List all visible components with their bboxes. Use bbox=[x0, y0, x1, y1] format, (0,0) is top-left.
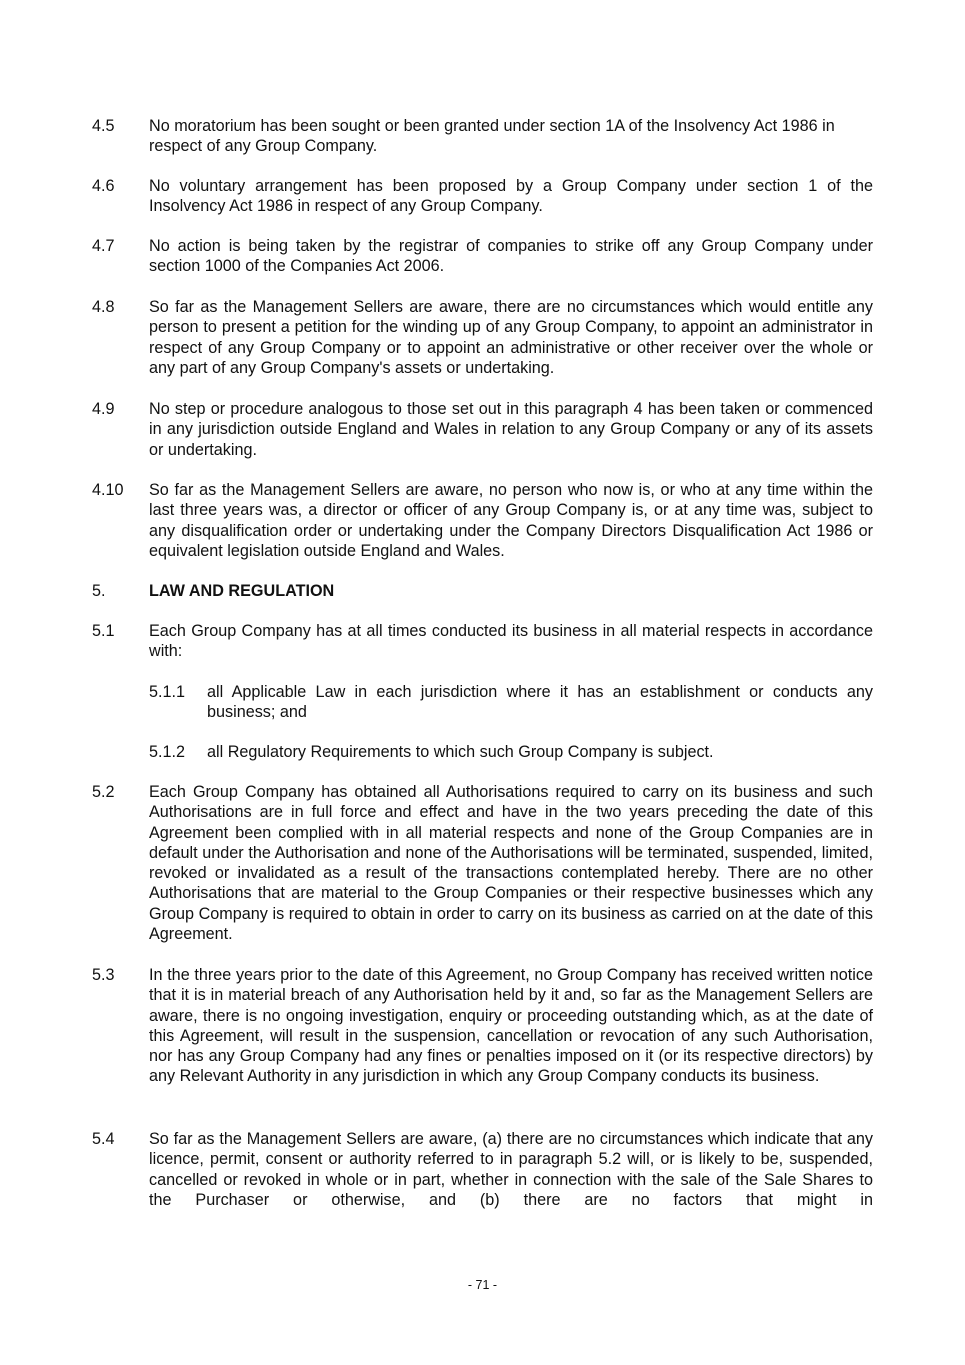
paragraph-number: 5.3 bbox=[92, 966, 115, 984]
paragraph-number: 5.1 bbox=[92, 622, 115, 640]
paragraph-number: 5.2 bbox=[92, 783, 115, 801]
paragraph-text: Each Group Company has obtained all Authorisations required to carry on its business and such Authorisations are in full force and effect and have in the two years preceding the date of this Agreement been complied with in all material respects and none of the Group Companies are in default under the Authorisation and none of the Authorisations will be terminated, suspended, limited, revoked or invalidated as a result of the transactions contemplated hereby. There are no other Authorisations that are material to the Group Companies or their respective businesses which any Group Company is required to obtain in order to carry on its business as carried on at the date of this Agreement. bbox=[149, 783, 873, 944]
subparagraph-text: all Applicable Law in each jurisdiction where it has an establishment or conducts any business; and bbox=[207, 683, 873, 722]
paragraph-text: So far as the Management Sellers are aware, (a) there are no circumstances which indicate that any licence, permit, consent or authority referred to in paragraph 5.2 will, or is likely to be, suspended, cancelled or revoked in whole or in part, whether in connection with the sale of the Sale Shares to the Purchaser or otherwise, and (b) there are no factors that might in bbox=[149, 1130, 873, 1209]
section-title: LAW AND REGULATION bbox=[149, 582, 335, 600]
page-number: - 71 - bbox=[467, 1278, 498, 1292]
paragraph-text: Each Group Company has at all times conducted its business in all material respects in accordance with: bbox=[149, 622, 873, 661]
paragraph-number: 4.6 bbox=[92, 177, 115, 195]
paragraph-text: In the three years prior to the date of this Agreement, no Group Company has received written notice that it is in material breach of any Authorisation held by it and, so far as the Management Sellers are aware, there is no ongoing investigation, enquiry or proceeding outstanding which, as at the date of this Agreement, will result in the suspension, cancellation or revocation of any such Authorisation, nor has any Group Company had any fines or penalties imposed on it (or its respective directors) by any Relevant Authority in any jurisdiction in which any Group Company conducts its business. bbox=[149, 966, 873, 1086]
paragraph-5-4 bbox=[92, 1129, 873, 1210]
paragraph-5-2 bbox=[92, 782, 873, 944]
section-heading-5 bbox=[92, 581, 873, 601]
subparagraph-5-1-1 bbox=[149, 682, 873, 723]
paragraph-number: 4.5 bbox=[92, 117, 115, 135]
paragraph-number: 4.8 bbox=[92, 298, 115, 316]
paragraph-text: So far as the Management Sellers are aware, no person who now is, or who at any time within the last three years was, a director or officer of any Group Company is, or at any time was, subject to any disqualification order or undertaking under the Company Directors Disqualification Act 1986 or equivalent legislation outside England and Wales. bbox=[149, 481, 873, 560]
paragraph-5-3 bbox=[92, 965, 873, 1087]
paragraph-text: So far as the Management Sellers are aware, there are no circumstances which would entitle any person to present a petition for the winding up of any Group Company, to appoint an administrator in respect of any Group Company or to appoint an administrative or other receiver over the whole or any part of any Group Company's assets or undertaking. bbox=[149, 298, 873, 377]
paragraph-4-5 bbox=[92, 116, 873, 157]
paragraph-text: No moratorium has been sought or been granted under section 1A of the Insolvency Act 1986 in respect of any Group Company. bbox=[149, 117, 835, 156]
section-number: 5. bbox=[92, 582, 106, 600]
paragraph-4-7 bbox=[92, 236, 873, 277]
paragraph-text: No voluntary arrangement has been proposed by a Group Company under section 1 of the Insolvency Act 1986 in respect of any Group Company. bbox=[149, 177, 873, 216]
subparagraph-5-1-2 bbox=[149, 742, 873, 762]
paragraph-text: No action is being taken by the registrar of companies to strike off any Group Company under section 1000 of the Companies Act 2006. bbox=[149, 237, 873, 276]
paragraph-number: 4.10 bbox=[92, 481, 124, 499]
subparagraph-number: 5.1.1 bbox=[149, 683, 186, 701]
paragraph-4-6 bbox=[92, 176, 873, 217]
paragraph-text: No step or procedure analogous to those set out in this paragraph 4 has been taken or commenced in any jurisdiction outside England and Wales in relation to any Group Company or any of its assets or undertaking. bbox=[149, 400, 873, 459]
paragraph-number: 4.9 bbox=[92, 400, 115, 418]
paragraph-4-8 bbox=[92, 297, 873, 378]
paragraph-4-9 bbox=[92, 399, 873, 460]
paragraph-number: 4.7 bbox=[92, 237, 115, 255]
paragraph-5-1 bbox=[92, 621, 873, 662]
paragraph-number: 5.4 bbox=[92, 1130, 115, 1148]
subparagraph-text: all Regulatory Requirements to which such Group Company is subject. bbox=[207, 743, 714, 761]
paragraph-4-10 bbox=[92, 480, 873, 561]
subparagraph-number: 5.1.2 bbox=[149, 743, 186, 761]
